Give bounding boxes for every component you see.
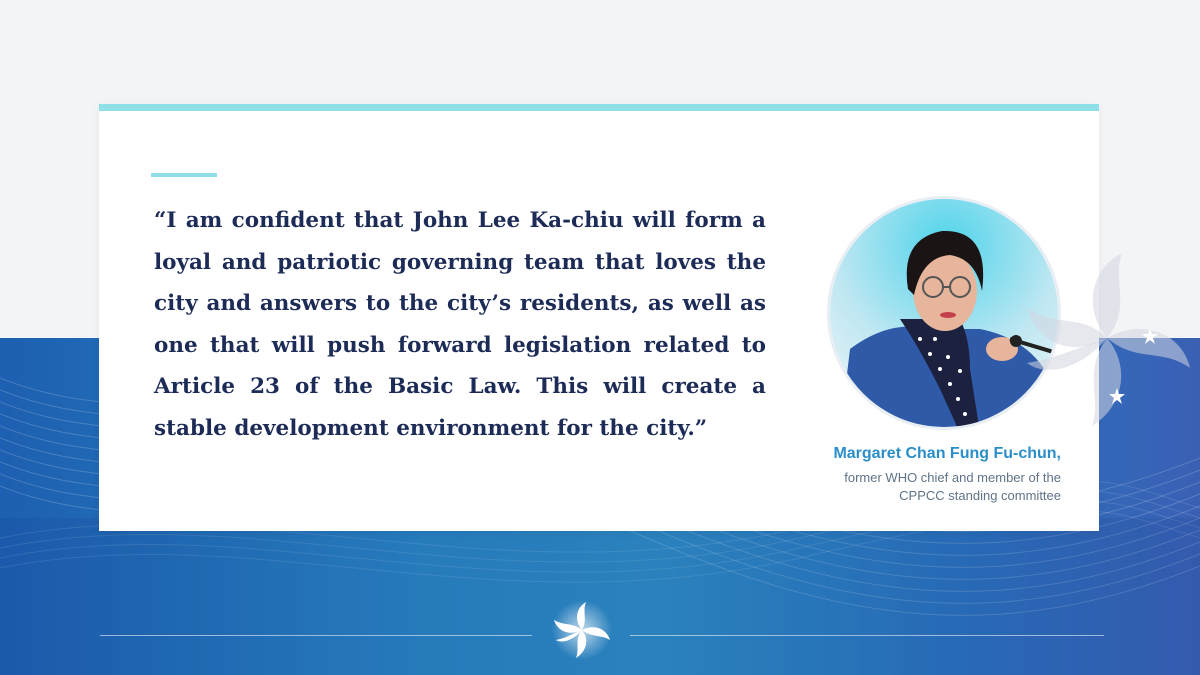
quote-card xyxy=(99,104,1099,531)
bauhinia-watermark-icon xyxy=(1022,248,1192,428)
bauhinia-emblem-icon xyxy=(548,598,616,662)
speaker-name: Margaret Chan Fung Fu-chun, xyxy=(833,445,1061,462)
quote-text: “I am confident that John Lee Ka-chiu will form a loyal and patriotic governing team that loves the city and answers to the city’s residents, as well as one that will push forward legislation related to Article 23 of the Basic Law. This will create a stable development environment for the city.” xyxy=(154,208,766,441)
quote-accent-line xyxy=(151,173,217,177)
footer-divider-right xyxy=(630,635,1104,636)
card-top-accent-bar xyxy=(99,104,1099,111)
footer-divider-left xyxy=(100,635,532,636)
speaker-role: former WHO chief and member of the CPPCC standing committee xyxy=(844,470,1061,503)
